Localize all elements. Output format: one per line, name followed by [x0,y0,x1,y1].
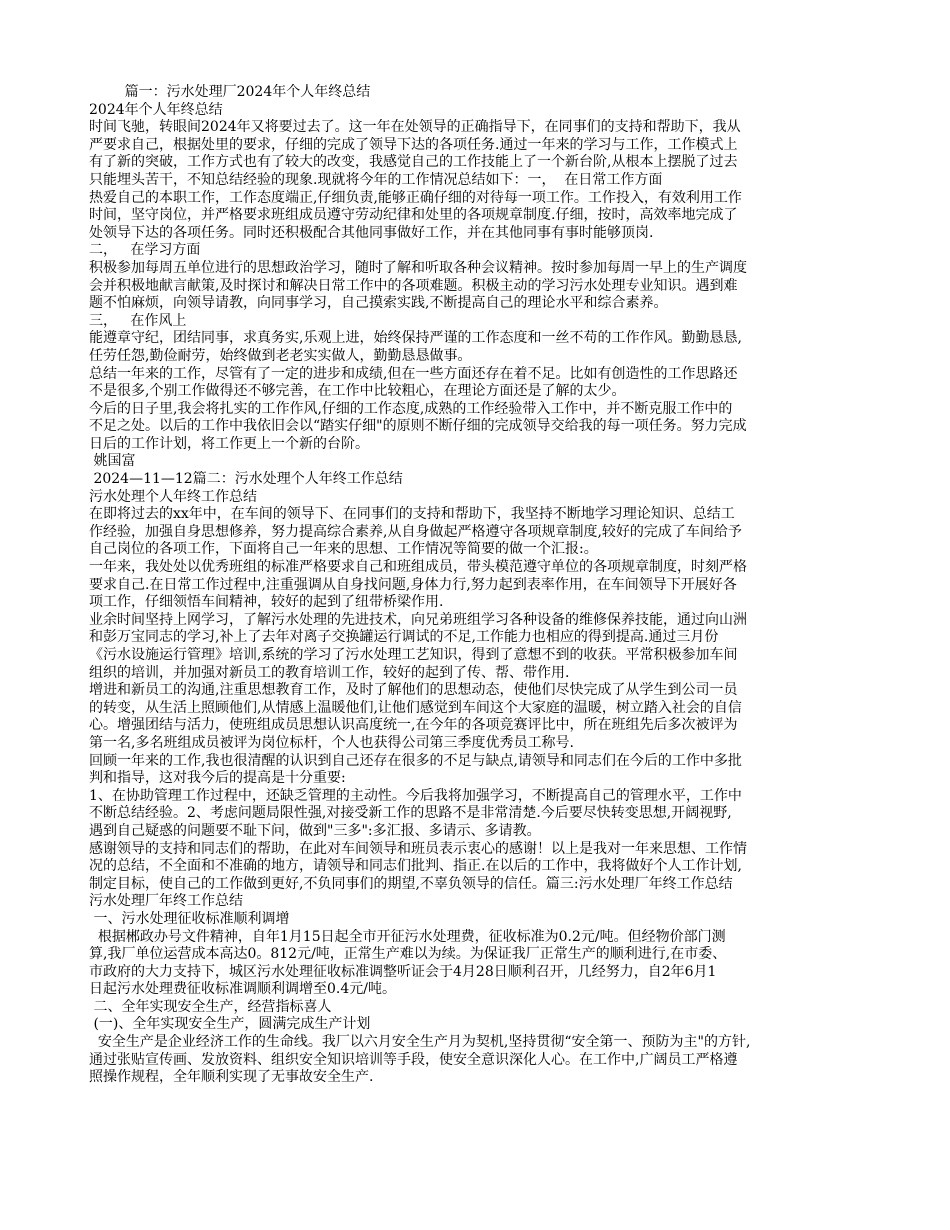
text-line: 组织的培训，并加强对新员工的教育培训工作，较好的起到了传、帮、带作用. [89,664,570,681]
text-line: 第一名,多名班组成员被评为岗位标杆，个人也获得公司第三季度优秀员工称号. [89,734,574,751]
text-line: 2024年个人年终总结 [89,101,223,118]
text-line: 总结一年来的工作，尽管有了一定的进步和成绩,但在一些方面还存在着不足。比如有创造性的工作思路还 [89,365,738,382]
text-line: 二、全年实现安全生产，经营指标喜人 [89,998,332,1015]
text-line: 算,我厂单位运营成本高达0。812元/吨，正常生产难以为续。为保证我厂正常生产的顺利进行,在市委、 [89,946,727,963]
text-line: 业余时间坚持上网学习，了解污水处理的先进技术，向兄弟班组学习各种设备的维修保养技能，通过向山洲 [89,611,747,628]
text-line: 热爱自己的本职工作，工作态度端正,仔细负责,能够正确仔细的对待每一项工作。工作投入，有效利用工作 [89,189,742,206]
text-line: 能遵章守纪，团结同事，求真务实,乐观上进，始终保持严谨的工作态度和一丝不苟的工作作风。勤勤恳恳, [89,330,742,347]
text-line: 二， 在学习方面 [89,242,201,259]
text-line: 姚国富 [89,453,136,470]
text-line: 篇一：污水处理厂2024年个人年终总结 [89,84,371,100]
text-line: 题不怕麻烦，向领导请教，向同事学习，自己摸索实践,不断提高自己的理论水平和综合素养。 [89,295,668,312]
text-line: 严要求自己，根据处里的要求，仔细的完成了领导下达的各项任务.通过一年来的学习与工作，工作模式上 [89,136,738,153]
text-line: 的转变，从生活上照顾他们,从情感上温暖他们,让他们感觉到车间这个大家庭的温暖，树立踏入社会的自信 [89,699,742,716]
text-line: 况的总结，不全面和不准确的地方，请领导和同志们批判、指正.在以后的工作中，我将做好个人工作计划, [89,858,742,875]
text-line: 根据郴政办号文件精神，自年1月15日起全市开征污水处理费，征收标准为0.2元/吨。但经物价部门测 [89,928,726,945]
text-line: 照操作规程，全年顺利实现了无事故安全生产. [89,1069,374,1086]
text-line: 增进和新员工的沟通,注重思想教育工作，及时了解他们的思想动态，使他们尽快完成了从学生到公司一员 [89,682,738,699]
text-line: 作经验，加强自身思想修养，努力提高综合素养,从自身做起严格遵守各项规章制度,较好的完成了车间给予 [89,523,742,540]
text-line: 三， 在作风上 [89,312,187,329]
text-line: 项工作，仔细领悟车间精神，较好的起到了纽带桥梁作用. [89,594,444,611]
text-line: 《污水设施运行管理》培训,系统的学习了污水处理工艺知识，得到了意想不到的收获。平常积极参加车间 [89,647,738,663]
text-line: 日起污水处理费征收标准调顺利调增至0.4元/吨。 [89,981,396,998]
text-line: 制定目标，使自己的工作做到更好,不负同事们的期望,不辜负领导的信任。篇三:污水处理厂年终工作总结 [89,875,733,892]
text-line: 市政府的大力支持下，城区污水处理征收标准调整听证会于4月28日顺利召开，几经努力，自2年6月1 [89,963,717,980]
text-line: 感谢领导的支持和同志们的帮助，在此对车间领导和班员表示衷心的感谢！以上是我对一年来思想、工作情 [89,840,747,857]
text-line: 污水处理个人年终工作总结 [89,488,257,505]
text-line: 日后的工作计划，将工作更上一个新的台阶。 [89,435,369,452]
text-line: 2024—11—12篇二：污水处理个人年终工作总结 [89,471,403,488]
text-line: 时间，坚守岗位，并严格要求班组成员遵守劳动纪律和处里的各项规章制度.仔细，按时，高效率地完成了 [89,207,738,224]
text-line: 安全生产是企业经济工作的生命线。我厂以六月安全生产月为契机,坚持贯彻“安全第一、预防为主"的方针, [89,1034,751,1051]
text-line: 一、污水处理征收标准顺利调增 [89,910,290,927]
text-line: 处领导下达的各项任务。同时还积极配合其他同事做好工作，并在其他同事有事时能够顶岗. [89,224,654,241]
text-line: 不是很多,个别工作做得还不够完善，在工作中比较粗心，在理论方面还是了解的太少。 [89,383,626,400]
text-line: 遇到自己疑惑的问题要不耻下问，做到"三多":多汇报、多请示、多请教。 [89,822,541,839]
text-line: 任劳任怨,勤俭耐劳，始终做到老老实实做人，勤勤恳恳做事。 [89,347,472,364]
text-line: 1、在协助管理工作过程中，还缺乏管理的主动性。今后我将加强学习，不断提高自己的管理水平，工作中 [89,787,742,804]
text-line: 有了新的突破，工作方式也有了较大的改变，我感觉自己的工作技能上了一个新台阶,从根本上摆脱了过去 [89,154,738,171]
text-line: 不断总结经验。2、考虑问题局限性强,对接受新工作的思路不是非常清楚.今后要尽快转变思想,开阔视野, [89,805,732,822]
text-line: 只能埋头苦干，不知总结经验的现象.现就将今年的工作情况总结如下：一， 在日常工作方面 [89,171,663,188]
text-line: 污水处理厂年终工作总结 [89,893,243,910]
text-line: 自己岗位的各项工作，下面将自己一年来的思想、工作情况等简要的做一个汇报:。 [89,541,598,558]
text-line: 积极参加每周五单位进行的思想政治学习，随时了解和听取各种会议精神。按时参加每周一早上的生产调度 [89,259,747,276]
text-line: 通过张贴宣传画、发放资料、组织安全知识培训等手段，使安全意识深化人心。在工作中,广阔员工严格遵 [89,1051,738,1068]
text-line: 会并积极地献言献策,及时探讨和解决日常工作中的各项难题。积极主动的学习污水处理专业知识。遇到难 [89,277,738,294]
text-line: 和彭万宝同志的学习,补上了去年对离子交换罐运行调试的不足,工作能力也相应的得到提高.通过三月份 [89,629,719,646]
text-line: 要求自己.在日常工作过程中,注重强调从自身找问题,身体力行,努力起到表率作用，在车间领导下开展好各 [89,576,737,593]
text-line: 一年来，我处处以优秀班组的标准严格要求自己和班组成员，带头模范遵守单位的各项规章制度，时刻严格 [89,559,747,576]
text-line: 在即将过去的xx年中，在车间的领导下、在同事们的支持和帮助下，我坚持不断地学习理论知识、总结工 [89,506,735,523]
text-line: 回顾一年来的工作,我也很清醒的认识到自己还存在很多的不足与缺点,请领导和同志们在今后的工作中多批 [89,752,742,769]
text-line: 时间飞驰，转眼间2024年又将要过去了。这一年在处领导的正确指导下，在同事们的支持和帮助下，我从 [89,119,741,136]
text-line: 不足之处。以后的工作中我依旧会以“踏实仔细"的原则不断仔细的完成领导交给我的每一项任务。努力完成 [89,418,747,435]
document-body [89,84,890,1087]
text-line: (一)、全年实现安全生产，圆满完成生产计划 [89,1016,371,1033]
text-line: 今后的日子里,我会将扎实的工作作风,仔细的工作态度,成熟的工作经验带入工作中，并不断克服工作中的 [89,400,733,417]
text-line: 判和指导，这对我今后的提高是十分重要: [89,770,346,787]
text-line: 心。增强团结与活力，使班组成员思想认识高度统一,在今年的各项竞赛评比中，所在班组先后多次被评为 [89,717,738,734]
